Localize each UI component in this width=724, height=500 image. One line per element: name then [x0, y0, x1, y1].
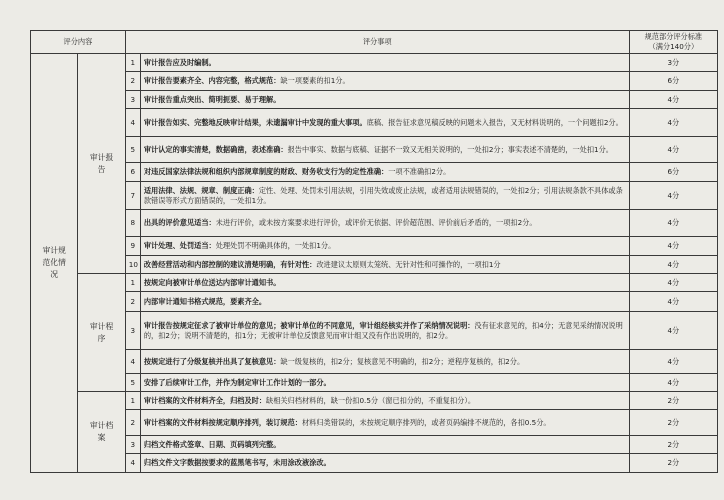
- item-number: 4: [125, 109, 140, 137]
- header-score-line2: （满分140分）: [648, 42, 699, 51]
- item-number: 1: [125, 54, 140, 72]
- item-criterion: 按规定向被审计单位送达内部审计通知书。: [143, 277, 281, 287]
- item-content: [140, 392, 629, 410]
- item-criterion: 归档文件文字数据按要求的蓝黑笔书写，未用涂改液涂改。: [143, 458, 331, 467]
- item-score: 4分: [629, 312, 717, 350]
- item-score: 4分: [629, 210, 717, 237]
- item-number: 8: [125, 210, 140, 237]
- item-content: [140, 436, 629, 454]
- item-criterion: 按规定进行了分级复核并出具了复核意见：: [143, 356, 281, 366]
- scoring-sheet: [30, 30, 718, 473]
- item-score: 6分: [629, 163, 717, 182]
- table-row: [31, 182, 718, 210]
- item-score: 2分: [629, 392, 717, 410]
- item-number: 4: [125, 454, 140, 473]
- item-criterion: 审计报告重点突出、简明扼要、易于理解。: [143, 94, 281, 104]
- item-number: 5: [125, 374, 140, 392]
- item-criterion: 归档文件格式签章、日期、页码填列完整。: [143, 439, 281, 449]
- item-criterion: 审计处理、处罚适当：: [143, 241, 216, 250]
- item-number: 2: [125, 410, 140, 436]
- item-content: [140, 109, 629, 137]
- item-deduction: 没有征求意见的，扣4分；无意见采纳情况说明的，扣2分；说明不清楚的，扣1分；无被审计单位反馈意见而审计组又没有作出说明的，扣2分。: [143, 320, 623, 340]
- table-row: [31, 54, 718, 72]
- section-label: 审计档案: [78, 392, 125, 473]
- item-number: 3: [125, 91, 140, 109]
- scoring-table: [30, 30, 718, 473]
- header-row: [31, 31, 718, 54]
- item-score: 2分: [629, 454, 717, 473]
- item-score: 4分: [629, 91, 717, 109]
- item-deduction: 改进建议太原则太笼统、无针对性和可操作的，一项扣1分: [316, 259, 501, 269]
- item-number: 3: [125, 312, 140, 350]
- table-row: [31, 91, 718, 109]
- item-content: [140, 237, 629, 256]
- item-criterion: 审计报告如实、完整地反映审计结果，未遗漏审计中发现的重大事项。: [143, 117, 367, 127]
- table-row: [31, 312, 718, 350]
- item-criterion: 审计报告要素齐全、内容完整，格式规范：: [143, 76, 281, 85]
- item-number: 9: [125, 237, 140, 256]
- item-number: 2: [125, 292, 140, 312]
- item-content: [140, 292, 629, 312]
- table-row: [31, 292, 718, 312]
- header-items: 评分事项: [125, 31, 629, 54]
- item-score: 4分: [629, 256, 717, 274]
- table-row: [31, 436, 718, 454]
- item-criterion: 审计报告按规定征求了被审计单位的意见；被审计单位的不同意见，审计组经核实并作了采纳情况说明：: [143, 320, 475, 330]
- item-score: 4分: [629, 374, 717, 392]
- header-content: 评分内容: [31, 31, 126, 54]
- table-row: [31, 274, 718, 292]
- item-score: 4分: [629, 137, 717, 163]
- item-score: 4分: [629, 292, 717, 312]
- item-criterion: 审计认定的事实清楚，数据确凿，表述准确：: [143, 144, 288, 154]
- item-score: 2分: [629, 410, 717, 436]
- item-score: 4分: [629, 350, 717, 374]
- table-body: [31, 54, 718, 473]
- page-top-margin: [0, 0, 724, 30]
- item-content: [140, 256, 629, 274]
- item-criterion: 审计报告应及时编制。: [143, 57, 216, 67]
- item-number: 4: [125, 350, 140, 374]
- item-content: [140, 312, 629, 350]
- item-deduction: 缺相关归档材料的，缺一份扣0.5分（窗已扣分的，不重复扣分）。: [266, 395, 476, 405]
- item-criterion: 对违反国家法律法规和组织内部规章制度的财政、财务收支行为的定性准确：: [143, 167, 389, 176]
- table-row: [31, 350, 718, 374]
- item-criterion: 安排了后续审计工作，并作为制定审计工作计划的一部分。: [143, 377, 331, 387]
- item-score: 2分: [629, 436, 717, 454]
- item-score: 3分: [629, 54, 717, 72]
- table-row: [31, 256, 718, 274]
- item-content: [140, 72, 629, 91]
- item-deduction: 缺一项要素的扣1分。: [280, 76, 350, 85]
- item-deduction: 一项不准确扣2分。: [388, 167, 451, 176]
- table-row: [31, 72, 718, 91]
- item-deduction: 底稿、报告征求意见稿反映的问题未入报告，又无材料说明的，一个问题扣2分。: [366, 117, 623, 127]
- item-criterion: 改善经营活动和内部控制的建议清楚明确，有针对性：: [143, 259, 317, 269]
- item-criterion: 内部审计通知书格式规范，要素齐全。: [143, 296, 267, 306]
- item-deduction: 缺一级复核的，扣2分；复核意见不明确的，扣2分；逆程序复核的，扣2分。: [280, 356, 525, 366]
- item-number: 3: [125, 436, 140, 454]
- item-content: [140, 410, 629, 436]
- item-score: 4分: [629, 109, 717, 137]
- item-number: 10: [125, 256, 140, 274]
- item-criterion: 审计档案的文件材料按规定顺序排列，装订规范：: [143, 417, 302, 427]
- item-deduction: 未进行评价，或未按方案要求进行评价，或评价无依据、评价超范围、评价前后矛盾的，一项扣2分。: [215, 218, 537, 227]
- item-criterion: 出具的评价意见适当：: [143, 218, 216, 227]
- item-deduction: 定性、处理、处罚未引用法规，引用失效或废止法规，或者适用法规错误的，一处扣2分；引用法规条款不具体或条款错误等形式方面错误的，一处扣1分。: [143, 185, 623, 205]
- item-number: 1: [125, 274, 140, 292]
- item-content: [140, 350, 629, 374]
- section-label: 审计程序: [78, 274, 125, 392]
- item-score: 4分: [629, 182, 717, 210]
- table-row: [31, 163, 718, 182]
- table-row: [31, 210, 718, 237]
- header-score-line1: 规范部分评分标准: [644, 32, 703, 41]
- item-criterion: 审计档案的文件材料齐全，归档及时：: [143, 395, 267, 405]
- table-row: [31, 392, 718, 410]
- item-content: [140, 210, 629, 237]
- table-row: [31, 109, 718, 137]
- item-deduction: 报告中事实、数据与底稿、证据不一致又无相关说明的，一处扣2分；事实表述不清楚的，一处扣1分。: [287, 144, 613, 154]
- table-row: [31, 237, 718, 256]
- table-row: [31, 137, 718, 163]
- item-deduction: 处理处罚不明确具体的，一处扣1分。: [215, 241, 336, 250]
- item-score: 4分: [629, 237, 717, 256]
- header-score: [629, 31, 717, 54]
- table-row: [31, 374, 718, 392]
- table-row: [31, 410, 718, 436]
- item-number: 1: [125, 392, 140, 410]
- group-label: 审计规范化情况: [31, 54, 78, 473]
- item-deduction: 材料归类错误的，未按规定顺序排列的，或者页码编排不规范的，各扣0.5分。: [301, 417, 551, 427]
- item-score: 6分: [629, 72, 717, 91]
- item-content: [140, 163, 629, 182]
- item-content: [140, 54, 629, 72]
- item-number: 6: [125, 163, 140, 182]
- item-number: 2: [125, 72, 140, 91]
- item-number: 7: [125, 182, 140, 210]
- item-criterion: 适用法律、法规、规章、制度正确：: [143, 185, 259, 195]
- table-row: [31, 454, 718, 473]
- item-content: [140, 182, 629, 210]
- item-content: [140, 454, 629, 473]
- item-content: [140, 274, 629, 292]
- item-content: [140, 91, 629, 109]
- section-label: 审计报告: [78, 54, 125, 274]
- item-number: 5: [125, 137, 140, 163]
- item-score: 4分: [629, 274, 717, 292]
- item-content: [140, 374, 629, 392]
- item-content: [140, 137, 629, 163]
